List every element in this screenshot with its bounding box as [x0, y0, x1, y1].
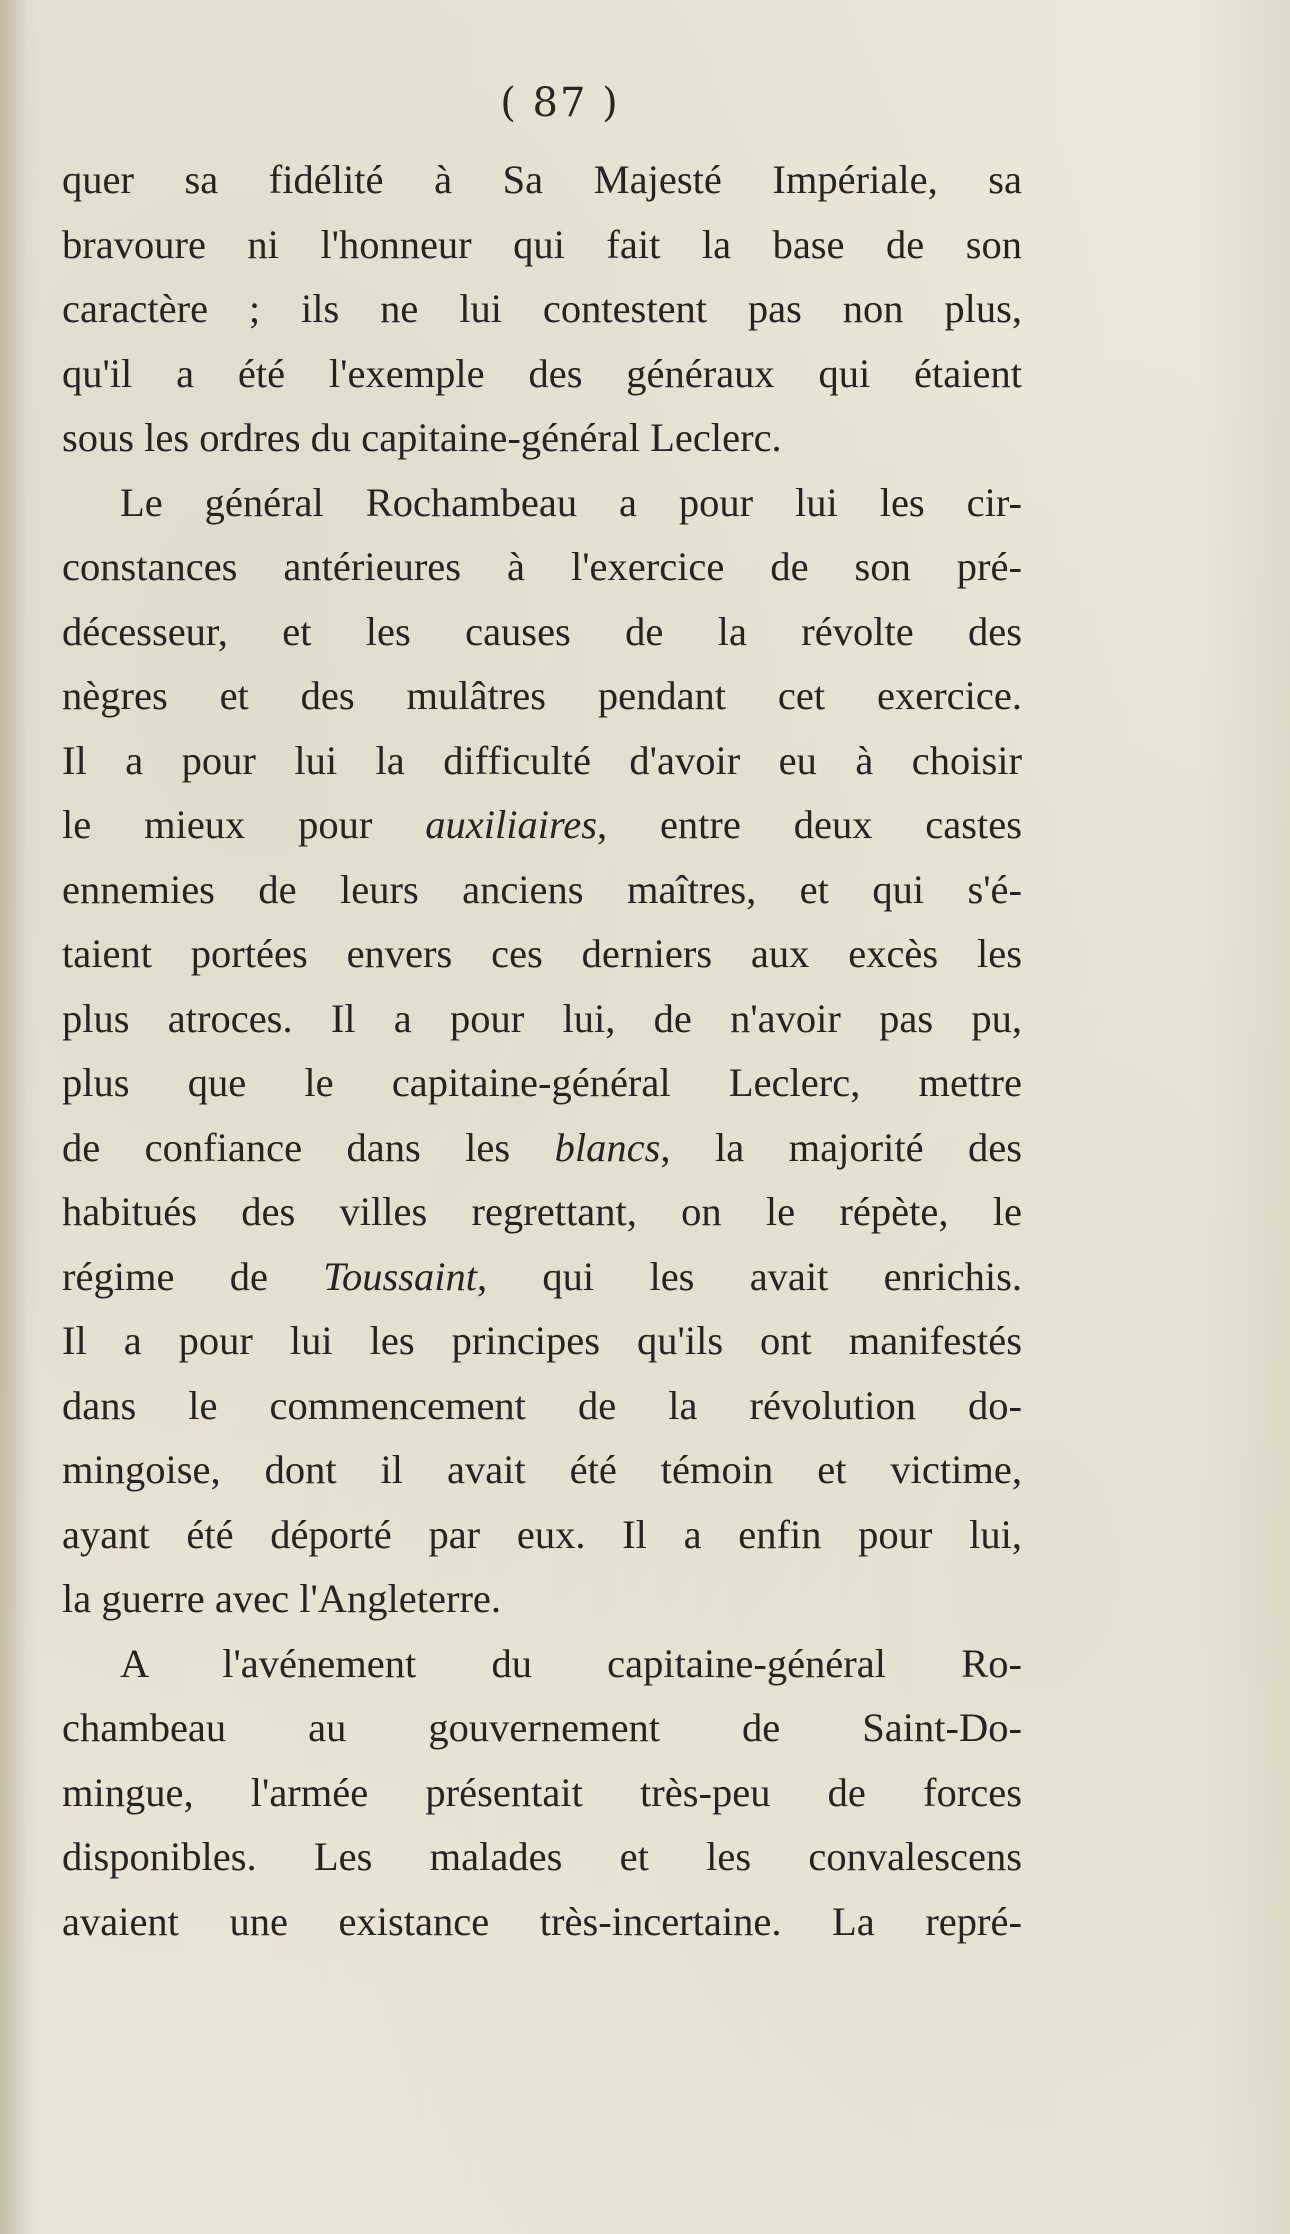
text-line: plus que le capitaine-général Leclerc, mettre — [62, 1060, 1022, 1105]
text-line: Il a pour lui la difficulté d'avoir eu à choisir — [62, 737, 1022, 783]
text-line — [62, 1245, 1022, 1310]
text-line: Le général Rochambeau a pour lui les cir- — [120, 479, 1022, 525]
text-run: , qui les avait enrichis. — [477, 1253, 1023, 1299]
text-line: mingoise, dont il avait été témoin et victime, — [62, 1447, 1022, 1492]
italic-word: Toussaint — [323, 1253, 478, 1299]
page-number: ( 87 ) — [500, 80, 620, 126]
binding-shadow — [0, 0, 28, 2234]
text-line: bravoure ni l'honneur qui fait la base de son — [62, 221, 1022, 267]
text-line: disponibles. Les malades et les convalescens — [62, 1834, 1022, 1879]
text-line: A l'avénement du capitaine-général Ro- — [120, 1640, 1022, 1686]
text-line: caractère ; ils ne lui contestent pas non plus, — [62, 286, 1022, 331]
text-run: de confiance dans les — [62, 1124, 555, 1170]
text-line: ennemies de leurs anciens maîtres, et qui s'é- — [62, 866, 1022, 912]
text-line: ayant été déporté par eux. Il a enfin pour lui, — [62, 1511, 1022, 1557]
text-line: mingue, l'armée présentait très-peu de forces — [62, 1769, 1022, 1815]
text-line: qu'il a été l'exemple des généraux qui étaient — [62, 350, 1022, 396]
text-line: plus atroces. Il a pour lui, de n'avoir pas pu, — [62, 995, 1022, 1041]
body-text — [62, 148, 1022, 1954]
text-line: la guerre avec l'Angleterre. — [62, 1576, 502, 1621]
text-line: décesseur, et les causes de la révolte des — [62, 608, 1022, 654]
text-line — [62, 1116, 1022, 1181]
text-line: habitués des villes regrettant, on le répète, le — [62, 1189, 1022, 1234]
text-line — [62, 793, 1022, 858]
italic-word: blancs — [554, 1124, 661, 1170]
text-line: sous les ordres du capitaine-général Leclerc. — [62, 415, 782, 460]
text-line: chambeau au gouvernement de Saint-Do- — [62, 1705, 1022, 1750]
italic-word: auxiliaires — [425, 802, 597, 847]
text-line: constances antérieures à l'exercice de son pré- — [62, 544, 1022, 589]
text-line: taient portées envers ces derniers aux excès les — [62, 931, 1022, 976]
text-line: dans le commencement de la révolution do- — [62, 1382, 1022, 1428]
text-line: nègres et des mulâtres pendant cet exercice. — [62, 673, 1022, 718]
text-run: , entre deux castes — [596, 802, 1022, 847]
text-line: quer sa fidélité à Sa Majesté Impériale, sa — [62, 157, 1022, 202]
text-run: régime de — [62, 1253, 324, 1299]
text-line: Il a pour lui les principes qu'ils ont manifestés — [62, 1318, 1022, 1363]
text-run: , la majorité des — [660, 1124, 1022, 1170]
text-line: avaient une existance très-incertaine. La repré- — [62, 1898, 1022, 1944]
text-run: le mieux pour — [62, 802, 426, 847]
